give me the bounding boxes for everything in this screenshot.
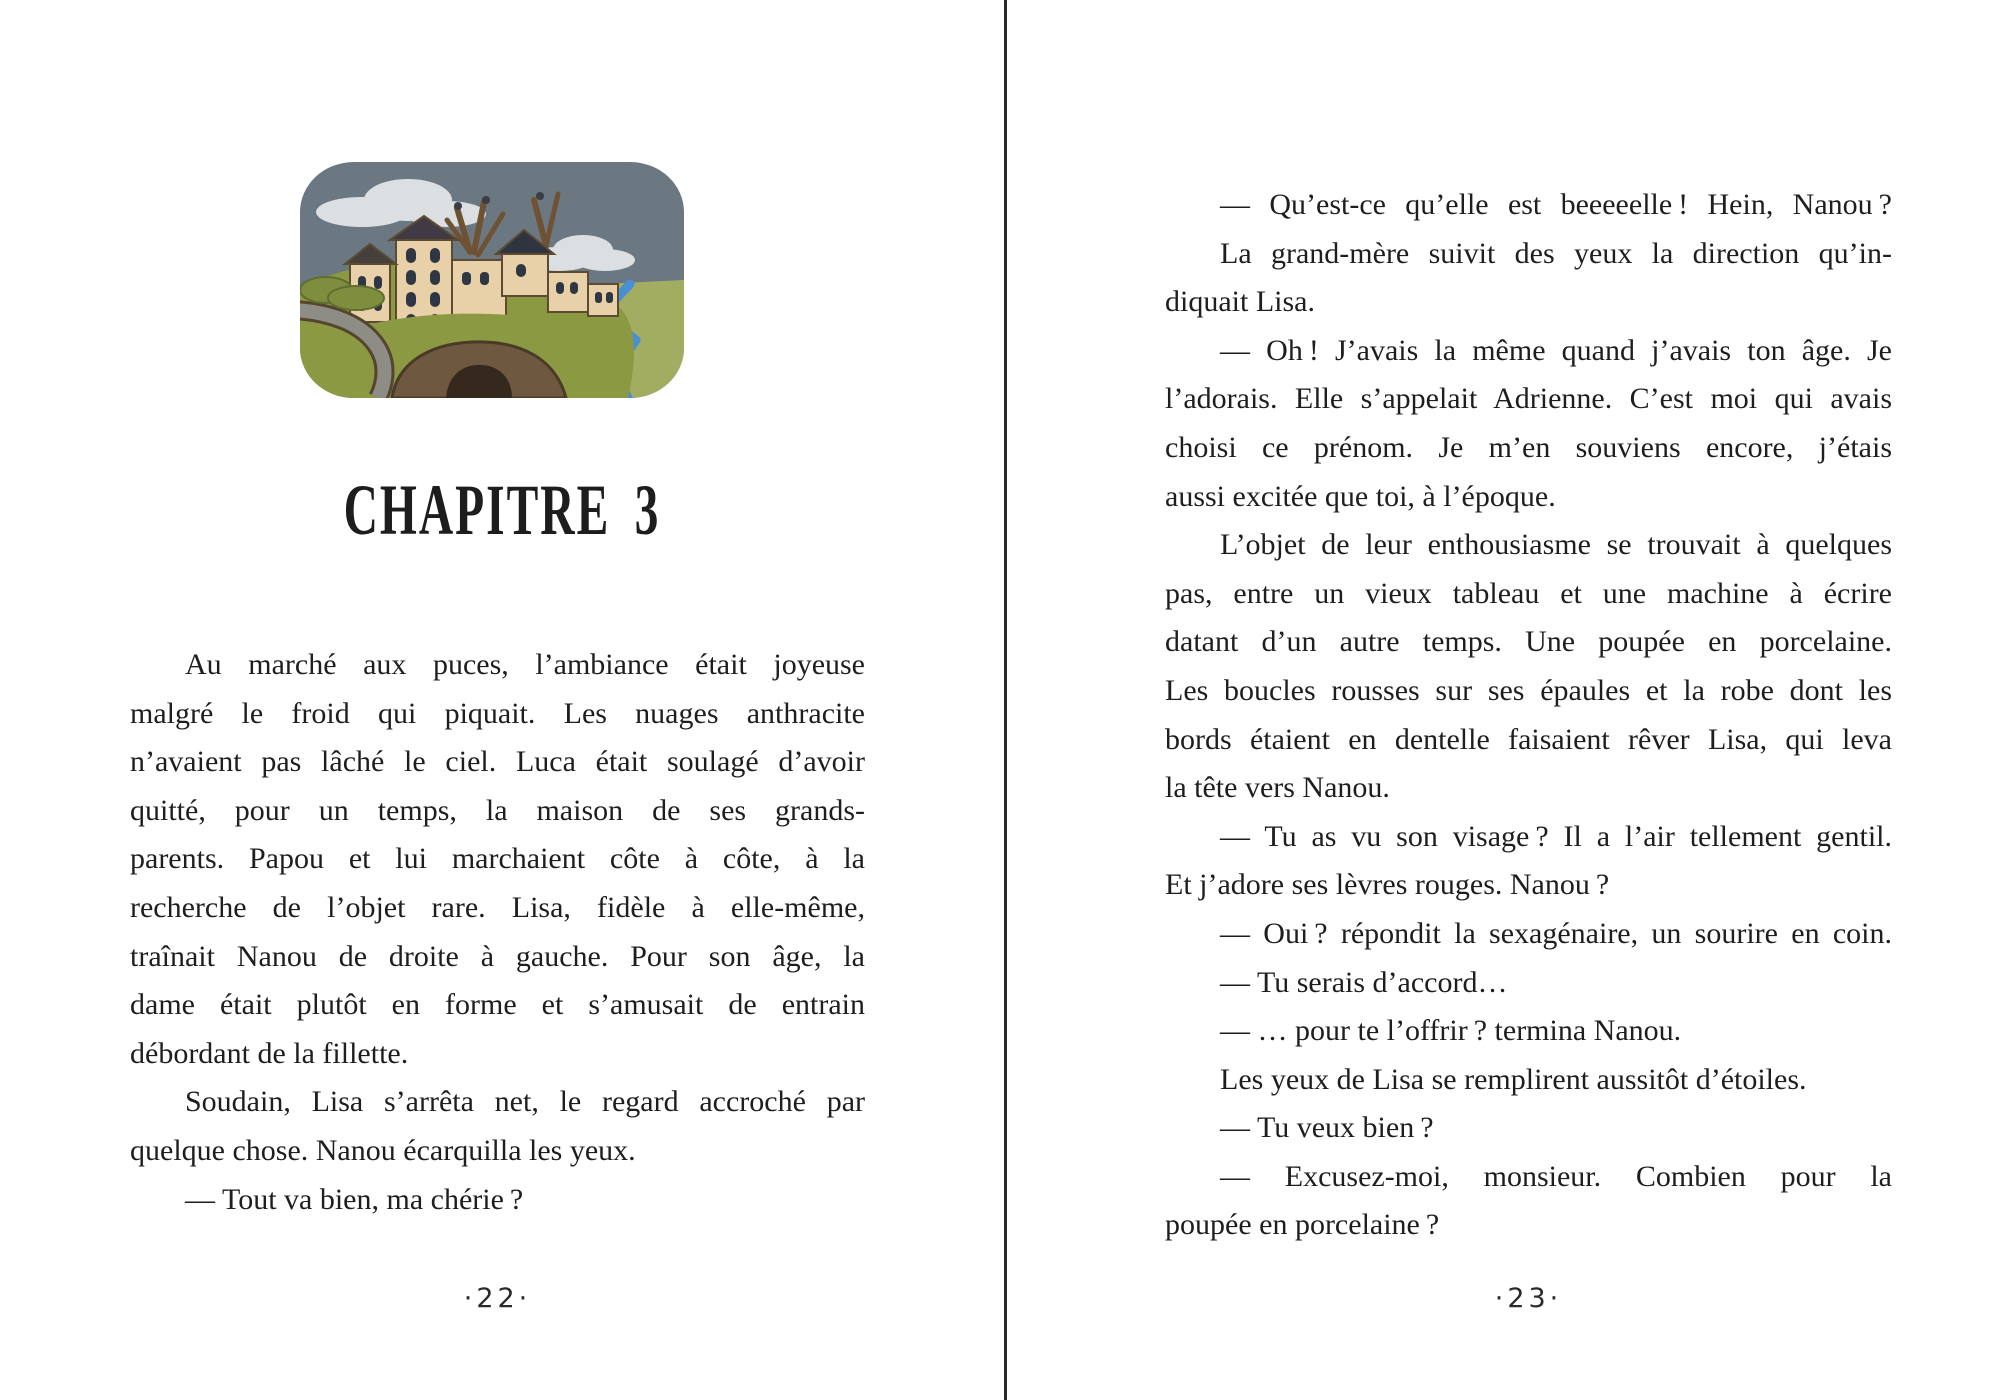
text-line: — Tout va bien, ma chérie ? [185,1182,524,1216]
text-line: La grand-mère suivit des yeux la direction qu’in- [1220,236,1892,270]
text-line: pas, entre un vieux tableau et une machine à écrire [1165,576,1892,610]
text-line: L’objet de leur enthousiasme se trouvait à quelques [1220,528,1892,562]
text-line: — … pour te l’offrir ? termina Nanou. [1220,1014,1682,1048]
text-line: — Tu veux bien ? [1220,1111,1434,1145]
page-number-left: ·22· [463,1283,532,1314]
text-line: aussi excitée que toi, à l’époque. [1165,479,1556,513]
text-line: recherche de l’objet rare. Lisa, fidèle à elle-même, [130,890,865,924]
text-line: quelque chose. Nanou écarquilla les yeux. [130,1133,636,1167]
text-line: Soudain, Lisa s’arrêta net, le regard accroché par [185,1085,865,1119]
text-line: Et j’adore ses lèvres rouges. Nanou ? [1165,868,1610,902]
text-line: datant d’un autre temps. Une poupée en porcelaine. [1165,625,1892,659]
text-line: poupée en porcelaine ? [1165,1208,1440,1242]
text-line: — Tu as vu son visage ? Il a l’air tellement gentil. [1220,819,1892,853]
text-line: choisi ce prénom. Je m’en souviens encore, j’étais [1165,430,1892,464]
text-line: Au marché aux puces, l’ambiance était joyeuse [185,648,865,681]
text-line: malgré le froid qui piquait. Les nuages anthracite [130,696,865,730]
chapter-illustration [300,162,684,398]
text-line: — Oh ! J’avais la même quand j’avais ton âge. Je [1220,333,1892,367]
text-line: dame était plutôt en forme et s’amusait de entrain [130,988,865,1022]
text-line: débordant de la fillette. [130,1036,409,1070]
text-line: quitté, pour un temps, la maison de ses grands- [130,793,865,827]
chapter-heading: CHAPITRE 3 [343,470,661,550]
text-line: l’adorais. Elle s’appelait Adrienne. C’est moi qui avais [1165,382,1892,416]
text-line: n’avaient pas lâché le ciel. Luca était soulagé d’avoir [130,745,865,779]
page-right [1007,0,2011,1400]
text-line: bords étaient en dentelle faisaient rêver Lisa, qui leva [1165,722,1892,756]
text-line: diquait Lisa. [1165,285,1315,319]
text-line: — Oui ? répondit la sexagénaire, un sourire en coin. [1220,916,1892,950]
page-number-right: ·23· [1494,1283,1563,1314]
text-line: Les boucles rousses sur ses épaules et la robe dont les [1165,673,1892,707]
text-line: traînait Nanou de droite à gauche. Pour son âge, la [130,939,865,973]
text-line: — Qu’est-ce qu’elle est beeeeelle ! Hein, Nanou ? [1220,188,1892,221]
text-line: la tête vers Nanou. [1165,771,1390,805]
text-line: parents. Papou et lui marchaient côte à côte, à la [130,842,865,876]
text-line: — Excusez-moi, monsieur. Combien pour la [1220,1159,1892,1193]
page-left [0,0,1004,1400]
page-left-text [130,641,865,1224]
text-line: — Tu serais d’accord… [1220,965,1508,999]
text-line: Les yeux de Lisa se remplirent aussitôt d’étoiles. [1220,1062,1807,1096]
page-right-text [1165,181,1892,1250]
